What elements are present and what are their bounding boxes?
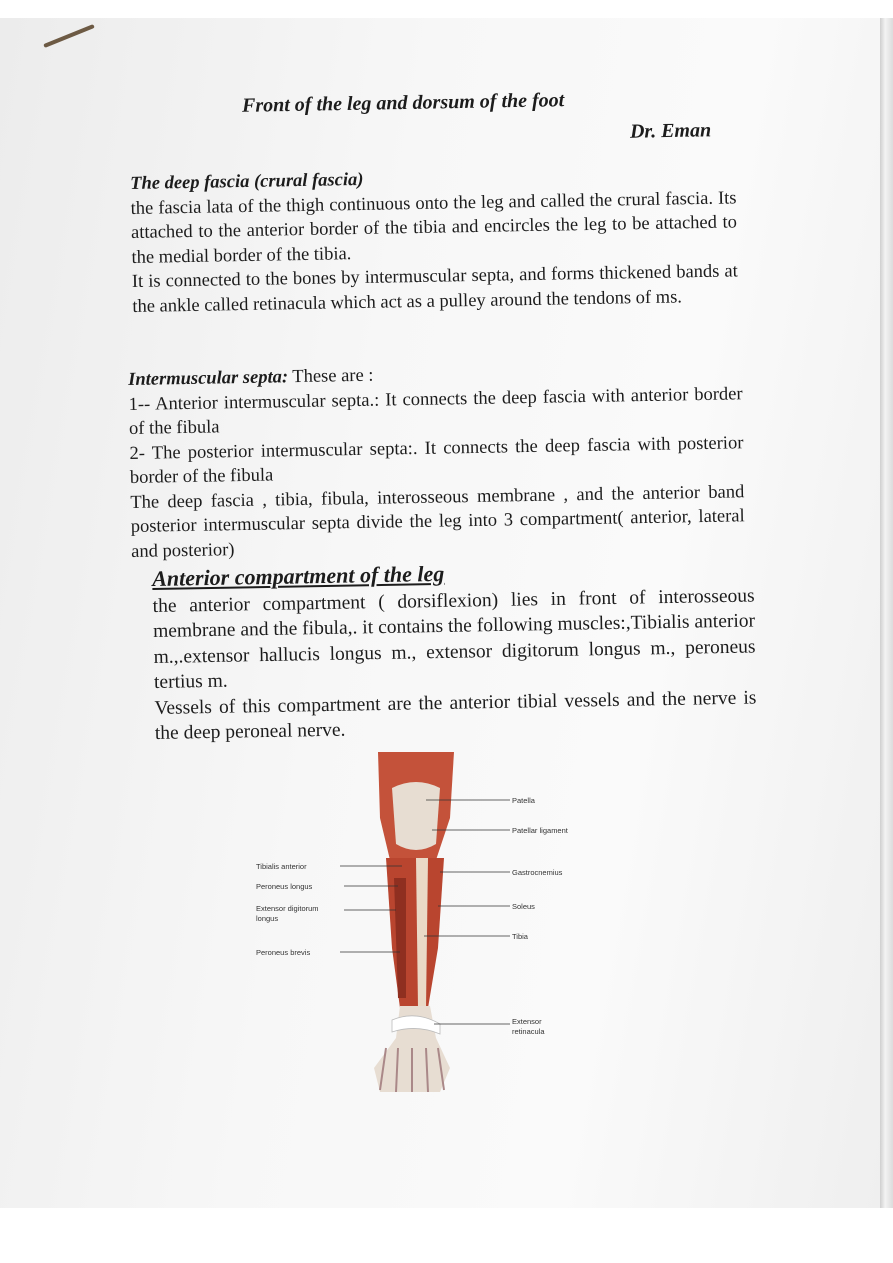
page-title: Front of the leg and dorsum of the foot xyxy=(241,89,565,117)
label-soleus: Soleus xyxy=(512,902,535,911)
deep-fascia-paragraph-2: It is connected to the bones by intermuscular septa, and forms thickened bands at the ankle called retinacula which act as a pulley around the tendons of ms. xyxy=(131,261,739,317)
deep-fascia-heading: The deep fascia (crural fascia) xyxy=(130,169,364,194)
septa-item-2: 2- The posterior intermuscular septa:. It connects the deep fascia with posterior border of the fibula xyxy=(129,432,744,488)
label-patellar-ligament: Patellar ligament xyxy=(512,826,568,835)
septa-heading: Intermuscular septa: xyxy=(128,367,289,390)
patella-shape xyxy=(392,782,440,850)
anterior-paragraph-2: Vessels of this compartment are the anterior tibial vessels and the nerve is the deep peroneal nerve. xyxy=(154,686,757,744)
leg-anatomy-figure xyxy=(240,748,620,1098)
septa-paragraph: The deep fascia , tibia, fibula, interosseous membrane , and the anterior band posterior intermuscular septa divide the leg into 3 compartment( anterior, lateral and posterior) xyxy=(130,481,745,562)
deep-fascia-section xyxy=(130,161,738,319)
septa-section xyxy=(128,357,745,564)
label-longus: longus xyxy=(256,914,279,923)
leg-illustration xyxy=(240,748,620,1098)
deep-fascia-paragraph-1: the fascia lata of the thigh continuous onto the leg and called the crural fascia. Its attached to the anterior border of the tibia and encircles the leg to be attached to the medial border of the tibia. xyxy=(130,187,738,268)
label-extensor-digitorum: Extensor digitorum xyxy=(256,904,319,913)
label-gastrocnemius: Gastrocnemius xyxy=(512,868,563,877)
label-peroneus-longus: Peroneus longus xyxy=(256,882,313,891)
label-tibialis-anterior: Tibialis anterior xyxy=(256,862,307,871)
septa-intro: These are : xyxy=(292,365,374,388)
tibia-shaft xyxy=(416,858,428,1008)
label-tibia: Tibia xyxy=(512,932,528,941)
label-extensor: Extensor xyxy=(512,1017,542,1026)
anterior-paragraph-1: the anterior compartment ( dorsiflexion) lies in front of interosseous membrane and the fibula,. it contains the following muscles:,Tibialis anterior m.,.extensor hallucis longus m., extensor digitorum longus m., peroneus tertius m. xyxy=(152,584,756,693)
septa-item-1: 1-- Anterior intermuscular septa.: It connects the deep fascia with anterior border of the fibula xyxy=(128,383,743,439)
author-name: Dr. Eman xyxy=(629,119,712,143)
anterior-compartment-section xyxy=(152,555,757,746)
page-edge xyxy=(880,18,893,1208)
label-patella: Patella xyxy=(512,796,535,805)
anterior-heading: Anterior compartment of the leg xyxy=(152,560,445,591)
label-peroneus-brevis: Peroneus brevis xyxy=(256,948,311,957)
label-retinacula: retinacula xyxy=(512,1027,545,1036)
